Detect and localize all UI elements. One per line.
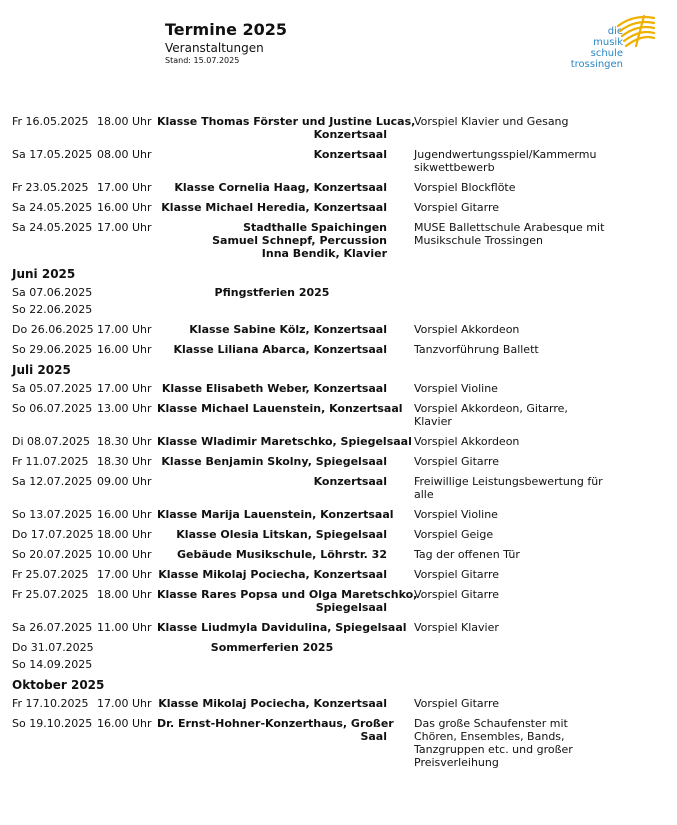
- event-date-line: Fr 25.07.2025: [12, 588, 89, 601]
- event-location-line: Klasse Michael Lauenstein, Konzertsaal: [157, 402, 403, 415]
- event-description-line: Vorspiel Gitarre: [414, 588, 500, 601]
- event-date: [12, 181, 97, 194]
- event-description-line: Musikschule Trossingen: [414, 234, 543, 247]
- event-date-line: Do 17.07.2025: [12, 528, 94, 541]
- music-stripes-icon: [614, 14, 656, 48]
- event-time: 16.00 Uhr: [97, 201, 152, 214]
- event-date: [12, 568, 97, 581]
- event-date: [12, 343, 97, 356]
- event-row: [12, 382, 642, 395]
- event-location-line: Klasse Sabine Kölz, Konzertsaal: [189, 323, 387, 336]
- event-location: [157, 588, 418, 614]
- event-location: [157, 343, 387, 356]
- event-date-line: So 06.07.2025: [12, 402, 93, 415]
- event-description-line: Jugendwertungsspiel/Kammermu: [414, 148, 597, 161]
- event-location-line: Klasse Benjamin Skolny, Spiegelsaal: [161, 455, 387, 468]
- document-header: [165, 20, 287, 66]
- event-description-line: Vorspiel Klavier: [414, 621, 499, 634]
- event-description: [414, 402, 604, 428]
- event-time: 10.00 Uhr: [97, 548, 152, 561]
- event-location: [157, 435, 412, 448]
- event-location-line: Klasse Cornelia Haag, Konzertsaal: [174, 181, 387, 194]
- event-description-line: Tag der offenen Tür: [414, 548, 520, 561]
- event-date: [12, 382, 97, 395]
- event-description-line: Vorspiel Geige: [414, 528, 494, 541]
- event-time: 18.30 Uhr: [97, 455, 152, 468]
- event-time: 11.00 Uhr: [97, 621, 152, 634]
- event-location: [157, 221, 387, 260]
- event-row: [12, 697, 642, 710]
- musikschule-logo: [560, 14, 660, 74]
- event-description: [414, 382, 604, 395]
- event-description: [414, 323, 604, 336]
- event-time: 17.00 Uhr: [97, 382, 152, 395]
- stand-date: Stand: 15.07.2025: [165, 56, 240, 65]
- event-description-line: Vorspiel Akkordeon: [414, 435, 520, 448]
- event-date-line: Sa 24.05.2025: [12, 221, 93, 234]
- event-location-line: Klasse Mikolaj Pociecha, Konzertsaal: [158, 697, 387, 710]
- event-description-line: Vorspiel Violine: [414, 382, 498, 395]
- event-date-line: So 20.07.2025: [12, 548, 93, 561]
- month-heading: Juli 2025: [12, 363, 71, 377]
- event-date: [12, 621, 97, 634]
- event-description-line: Vorspiel Gitarre: [414, 568, 500, 581]
- event-row: [12, 181, 642, 194]
- event-time: 13.00 Uhr: [97, 402, 152, 415]
- event-description-line: Klavier: [414, 415, 452, 428]
- event-date-line: Di 08.07.2025: [12, 435, 91, 448]
- event-row: [12, 221, 642, 260]
- event-date: [12, 528, 97, 541]
- event-row: [12, 286, 642, 316]
- event-date: [12, 697, 97, 710]
- event-row: [12, 641, 642, 671]
- logo-line: die: [607, 26, 623, 37]
- event-location: [157, 181, 387, 194]
- event-date-line: Do 31.07.2025: [12, 641, 94, 654]
- event-row: [12, 402, 642, 428]
- event-row: [12, 201, 642, 214]
- month-heading: Oktober 2025: [12, 678, 105, 692]
- event-description-line: Vorspiel Gitarre: [414, 697, 500, 710]
- event-description: [414, 697, 604, 710]
- event-location-line: Klasse Michael Heredia, Konzertsaal: [161, 201, 387, 214]
- event-date: [12, 323, 97, 336]
- event-date-line: So 13.07.2025: [12, 508, 93, 521]
- event-row: [12, 115, 642, 141]
- event-description: [414, 568, 604, 581]
- event-location-line: Konzertsaal: [313, 148, 387, 161]
- event-description-line: alle: [414, 488, 434, 501]
- event-location: [157, 115, 416, 141]
- event-date-line: Fr 23.05.2025: [12, 181, 89, 194]
- event-description: [414, 588, 604, 601]
- event-description: [414, 475, 604, 501]
- event-date: [12, 148, 97, 161]
- event-date-line: So 29.06.2025: [12, 343, 93, 356]
- event-description: [414, 435, 604, 448]
- event-description-line: Vorspiel Akkordeon, Gitarre,: [414, 402, 568, 415]
- event-date-line: Do 26.06.2025: [12, 323, 94, 336]
- event-location: [157, 621, 407, 634]
- event-location-line: Klasse Marija Lauenstein, Konzertsaal: [157, 508, 394, 521]
- event-description: [414, 455, 604, 468]
- event-row: [12, 475, 642, 501]
- event-location-line: Klasse Wladimir Maretschko, Spiegelsaal: [157, 435, 412, 448]
- event-description-line: Vorspiel Klavier und Gesang: [414, 115, 569, 128]
- event-location-line: Pfingstferien 2025: [214, 286, 330, 299]
- event-date-line: Fr 25.07.2025: [12, 568, 89, 581]
- event-date: [12, 475, 97, 488]
- event-location-line: Klasse Mikolaj Pociecha, Konzertsaal: [158, 568, 387, 581]
- event-date: [12, 455, 97, 468]
- event-description-line: Vorspiel Gitarre: [414, 455, 500, 468]
- event-date: [12, 508, 97, 521]
- event-row: [12, 717, 642, 769]
- event-date-line: Sa 24.05.2025: [12, 201, 93, 214]
- logo-line: schule: [590, 48, 623, 59]
- event-date-line: Fr 16.05.2025: [12, 115, 89, 128]
- event-location: [157, 641, 387, 654]
- event-location-line: Gebäude Musikschule, Löhrstr. 32: [177, 548, 387, 561]
- event-date-line: Sa 17.05.2025: [12, 148, 93, 161]
- event-row: [12, 548, 642, 561]
- event-date: [12, 221, 97, 234]
- event-location: [157, 528, 387, 541]
- event-location: [157, 201, 387, 214]
- page-subtitle: Veranstaltungen: [165, 41, 264, 55]
- event-description: [414, 181, 604, 194]
- event-time: 17.00 Uhr: [97, 697, 152, 710]
- event-description-line: Vorspiel Violine: [414, 508, 498, 521]
- logo-line: musik: [593, 37, 623, 48]
- event-date-line: Sa 26.07.2025: [12, 621, 93, 634]
- event-row: [12, 508, 642, 521]
- event-location: [157, 323, 387, 336]
- event-description: [414, 548, 604, 561]
- event-row: [12, 343, 642, 356]
- event-location-line: Sommerferien 2025: [210, 641, 334, 654]
- event-location-line: Klasse Rares Popsa und Olga Maretschko,: [157, 588, 418, 601]
- event-time: 16.00 Uhr: [97, 508, 152, 521]
- event-description: [414, 221, 604, 247]
- event-location: [157, 548, 387, 561]
- event-description: [414, 201, 604, 214]
- event-date-line: Sa 07.06.2025: [12, 286, 93, 299]
- event-date: [12, 286, 97, 316]
- event-time: 17.00 Uhr: [97, 323, 152, 336]
- event-description-line: Vorspiel Akkordeon: [414, 323, 520, 336]
- page-title: Termine 2025: [165, 20, 288, 39]
- event-location: [157, 402, 403, 415]
- event-date-line: Sa 12.07.2025: [12, 475, 93, 488]
- event-description: [414, 528, 604, 541]
- event-location-line: Samuel Schnepf, Percussion: [212, 234, 387, 247]
- event-description: [414, 343, 604, 356]
- event-time: 09.00 Uhr: [97, 475, 152, 488]
- event-description-line: MUSE Ballettschule Arabesque mit: [414, 221, 605, 234]
- event-time: 08.00 Uhr: [97, 148, 152, 161]
- event-location: [157, 148, 387, 161]
- event-description: [414, 508, 604, 521]
- event-row: [12, 588, 642, 614]
- event-date-line: Sa 05.07.2025: [12, 382, 93, 395]
- event-description: [414, 717, 604, 769]
- event-location: [157, 717, 394, 743]
- event-description: [414, 148, 604, 174]
- event-time: 18.00 Uhr: [97, 588, 152, 601]
- event-location: [157, 697, 387, 710]
- event-row: [12, 455, 642, 468]
- event-date: [12, 548, 97, 561]
- event-location: [157, 475, 387, 488]
- event-row: [12, 148, 642, 174]
- event-location-line: Klasse Elisabeth Weber, Konzertsaal: [161, 382, 387, 395]
- event-date-line: So 19.10.2025: [12, 717, 93, 730]
- event-location-line: Konzertsaal: [313, 128, 387, 141]
- event-location: [157, 455, 387, 468]
- event-location: [157, 568, 387, 581]
- event-description-line: Chören, Ensembles, Bands,: [414, 730, 565, 743]
- events-table: [12, 115, 642, 776]
- event-description-line: Tanzvorführung Ballett: [414, 343, 539, 356]
- event-date-line: Fr 11.07.2025: [12, 455, 89, 468]
- event-location: [157, 286, 387, 299]
- event-description-line: Preisverleihung: [414, 756, 499, 769]
- event-description-line: Vorspiel Gitarre: [414, 201, 500, 214]
- event-row: [12, 323, 642, 336]
- event-time: 17.00 Uhr: [97, 221, 152, 234]
- event-description-line: Tanzgruppen etc. und großer: [414, 743, 573, 756]
- event-time: 16.00 Uhr: [97, 717, 152, 730]
- event-location-line: Klasse Liliana Abarca, Konzertsaal: [173, 343, 387, 356]
- event-date: [12, 115, 97, 128]
- event-time: 17.00 Uhr: [97, 181, 152, 194]
- event-description-line: Freiwillige Leistungsbewertung für: [414, 475, 603, 488]
- event-date: [12, 641, 97, 671]
- event-row: [12, 435, 642, 448]
- event-date: [12, 717, 97, 730]
- event-description: [414, 621, 604, 634]
- event-location-line: Klasse Liudmyla Davidulina, Spiegelsaal: [157, 621, 407, 634]
- event-location-line: Stadthalle Spaichingen: [243, 221, 387, 234]
- event-description: [414, 115, 604, 128]
- month-heading: Juni 2025: [12, 267, 76, 281]
- event-date: [12, 201, 97, 214]
- event-location-line: Dr. Ernst-Hohner-Konzerthaus, Großer: [157, 717, 394, 730]
- event-date-line: So 14.09.2025: [12, 658, 93, 671]
- event-location-line: Klasse Olesia Litskan, Spiegelsaal: [176, 528, 387, 541]
- event-row: [12, 528, 642, 541]
- event-row: [12, 568, 642, 581]
- event-description-line: Vorspiel Blockflöte: [414, 181, 516, 194]
- event-date-line: Fr 17.10.2025: [12, 697, 89, 710]
- event-location: [157, 508, 394, 521]
- event-location-line: Spiegelsaal: [315, 601, 387, 614]
- event-date-line: So 22.06.2025: [12, 303, 93, 316]
- event-date: [12, 435, 97, 448]
- event-row: [12, 621, 642, 634]
- event-location-line: Inna Bendik, Klavier: [261, 247, 387, 260]
- event-description-line: Das große Schaufenster mit: [414, 717, 568, 730]
- event-time: 18.00 Uhr: [97, 528, 152, 541]
- event-date: [12, 402, 97, 415]
- event-time: 17.00 Uhr: [97, 568, 152, 581]
- event-location-line: Konzertsaal: [313, 475, 387, 488]
- event-location-line: Saal: [360, 730, 387, 743]
- logo-line: trossingen: [570, 59, 623, 70]
- event-time: 18.30 Uhr: [97, 435, 152, 448]
- event-time: 18.00 Uhr: [97, 115, 152, 128]
- event-location-line: Klasse Thomas Förster und Justine Lucas,: [157, 115, 416, 128]
- event-time: 16.00 Uhr: [97, 343, 152, 356]
- event-location: [157, 382, 387, 395]
- event-description-line: sikwettbewerb: [414, 161, 495, 174]
- event-date: [12, 588, 97, 601]
